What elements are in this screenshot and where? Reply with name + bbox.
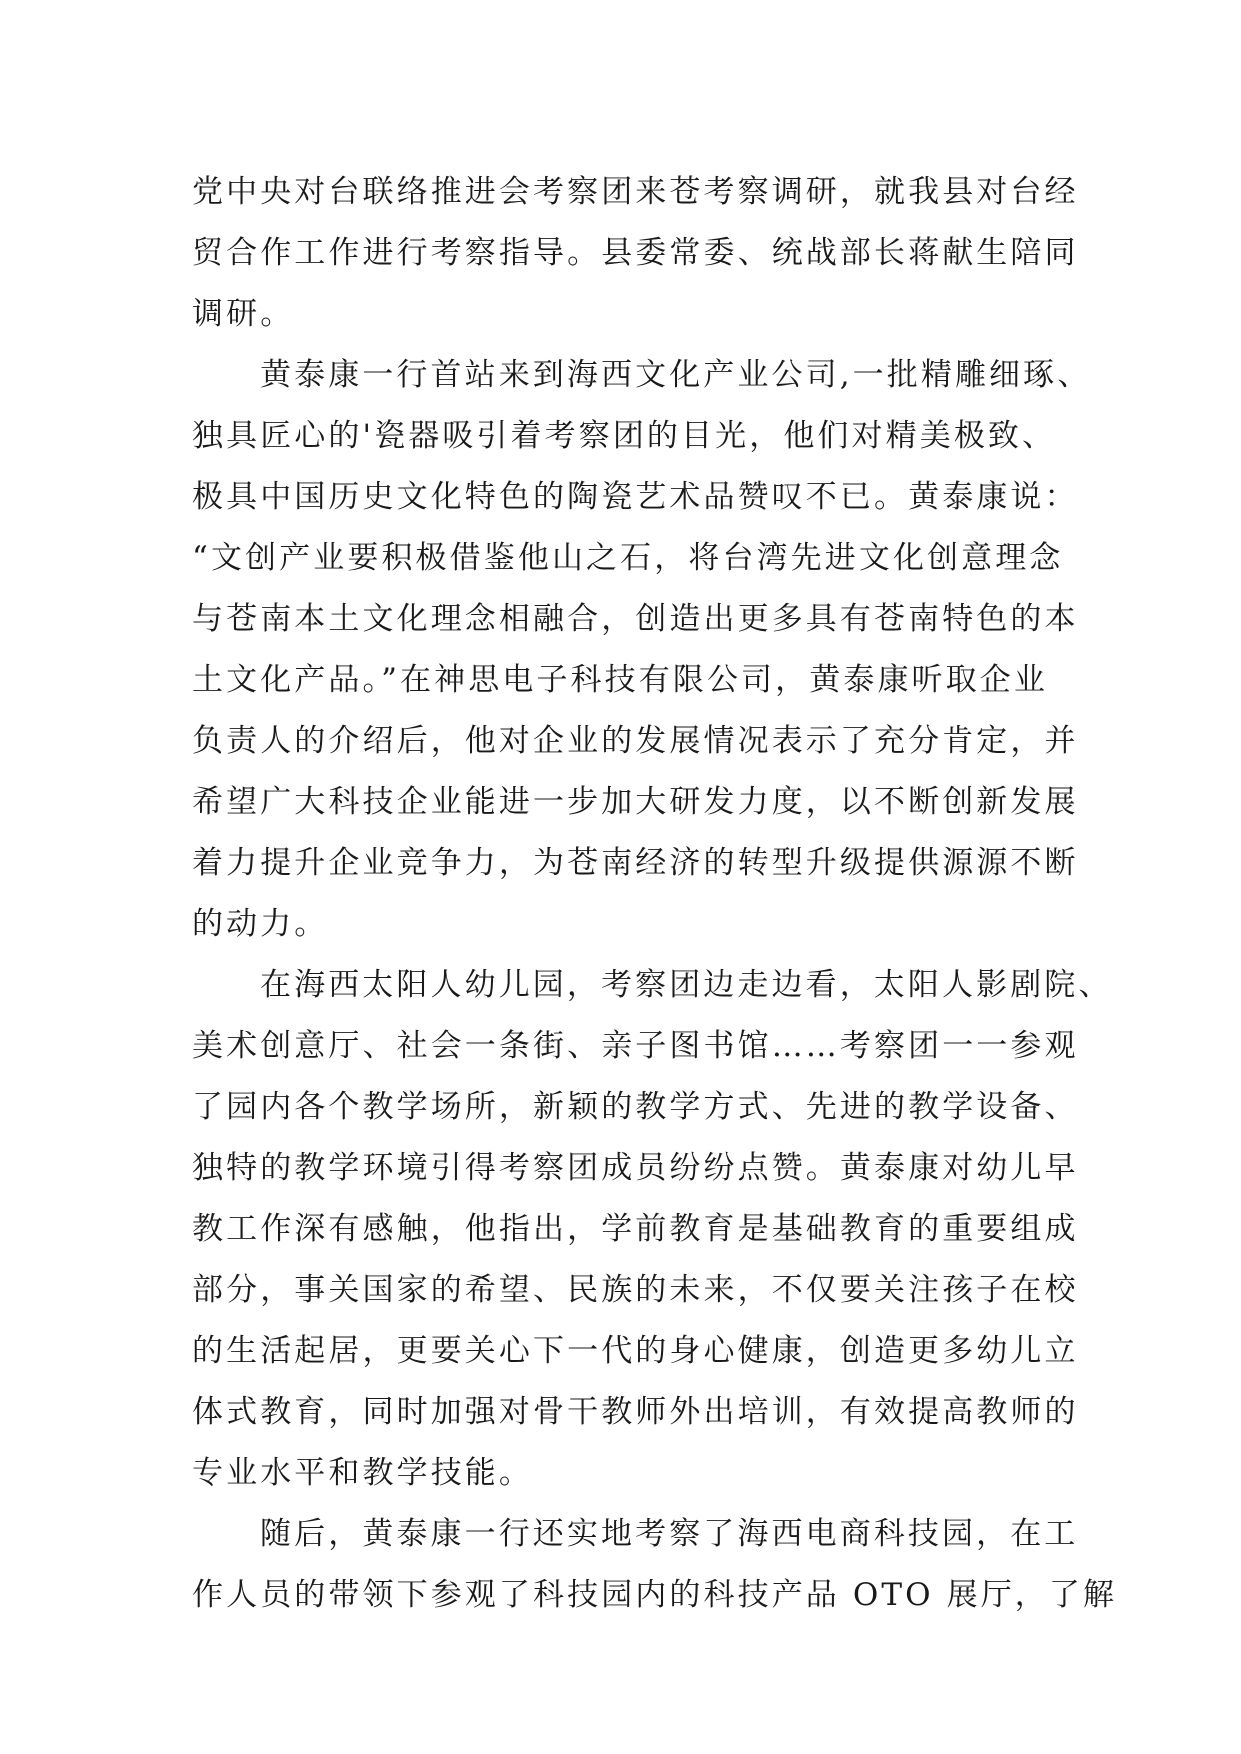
text-line: 负责人的介绍后，他对企业的发展情况表示了充分肯定，并: [192, 723, 1079, 759]
text-line: 独特的教学环境引得考察团成员纷纷点赞。黄泰康对幼儿早: [192, 1150, 1079, 1186]
text-line: 了园内各个教学场所，新颖的教学方式、先进的教学设备、: [192, 1089, 1079, 1125]
text-line: 作人员的带领下参观了科技园内的科技产品 OTO 展厅，了解: [192, 1577, 1118, 1613]
paragraph-first-line: 随后，黄泰康一行还实地考察了海西电商科技园，在工: [260, 1516, 1079, 1552]
text-line: 的动力。: [192, 906, 329, 942]
text-line: 贸合作工作进行考察指导。县委常委、统战部长蒋献生陪同: [192, 235, 1079, 271]
text-line: 党中央对台联络推进会考察团来苍考察调研，就我县对台经: [192, 174, 1079, 210]
text-line: 希望广大科技企业能进一步加大研发力度，以不断创新发展: [192, 784, 1079, 820]
text-line: 美术创意厅、社会一条街、亲子图书馆……考察团一一参观: [192, 1028, 1079, 1064]
text-line: 体式教育，同时加强对骨干教师外出培训，有效提高教师的: [192, 1394, 1079, 1430]
text-line: 极具中国历史文化特色的陶瓷艺术品赞叹不已。黄泰康说：: [192, 479, 1079, 515]
text-line: 与苍南本土文化理念相融合，创造出更多具有苍南特色的本: [192, 601, 1079, 637]
text-line: “文创产业要积极借鉴他山之石，将台湾先进文化创意理念: [192, 540, 1064, 576]
paragraph-first-line: 黄泰康一行首站来到海西文化产业公司,一批精雕细琢、: [260, 357, 1092, 393]
text-line: 的生活起居，更要关心下一代的身心健康，创造更多幼儿立: [192, 1333, 1079, 1369]
text-line: 土文化产品。”在神思电子科技有限公司，黄泰康听取企业: [192, 662, 1048, 698]
document-body: [192, 162, 1118, 1626]
paragraph-first-line: 在海西太阳人幼儿园，考察团边走边看，太阳人影剧院、: [260, 967, 1113, 1003]
text-line: 部分，事关国家的希望、民族的未来，不仅要关注孩子在校: [192, 1272, 1079, 1308]
text-line: 调研。: [192, 296, 295, 332]
text-line: 着力提升企业竞争力，为苍南经济的转型升级提供源源不断: [192, 845, 1079, 881]
text-line: 教工作深有感触，他指出，学前教育是基础教育的重要组成: [192, 1211, 1079, 1247]
text-line: 专业水平和教学技能。: [192, 1455, 533, 1491]
text-line: 独具匠心的'瓷器吸引着考察团的目光，他们对精美极致、: [192, 418, 1057, 454]
